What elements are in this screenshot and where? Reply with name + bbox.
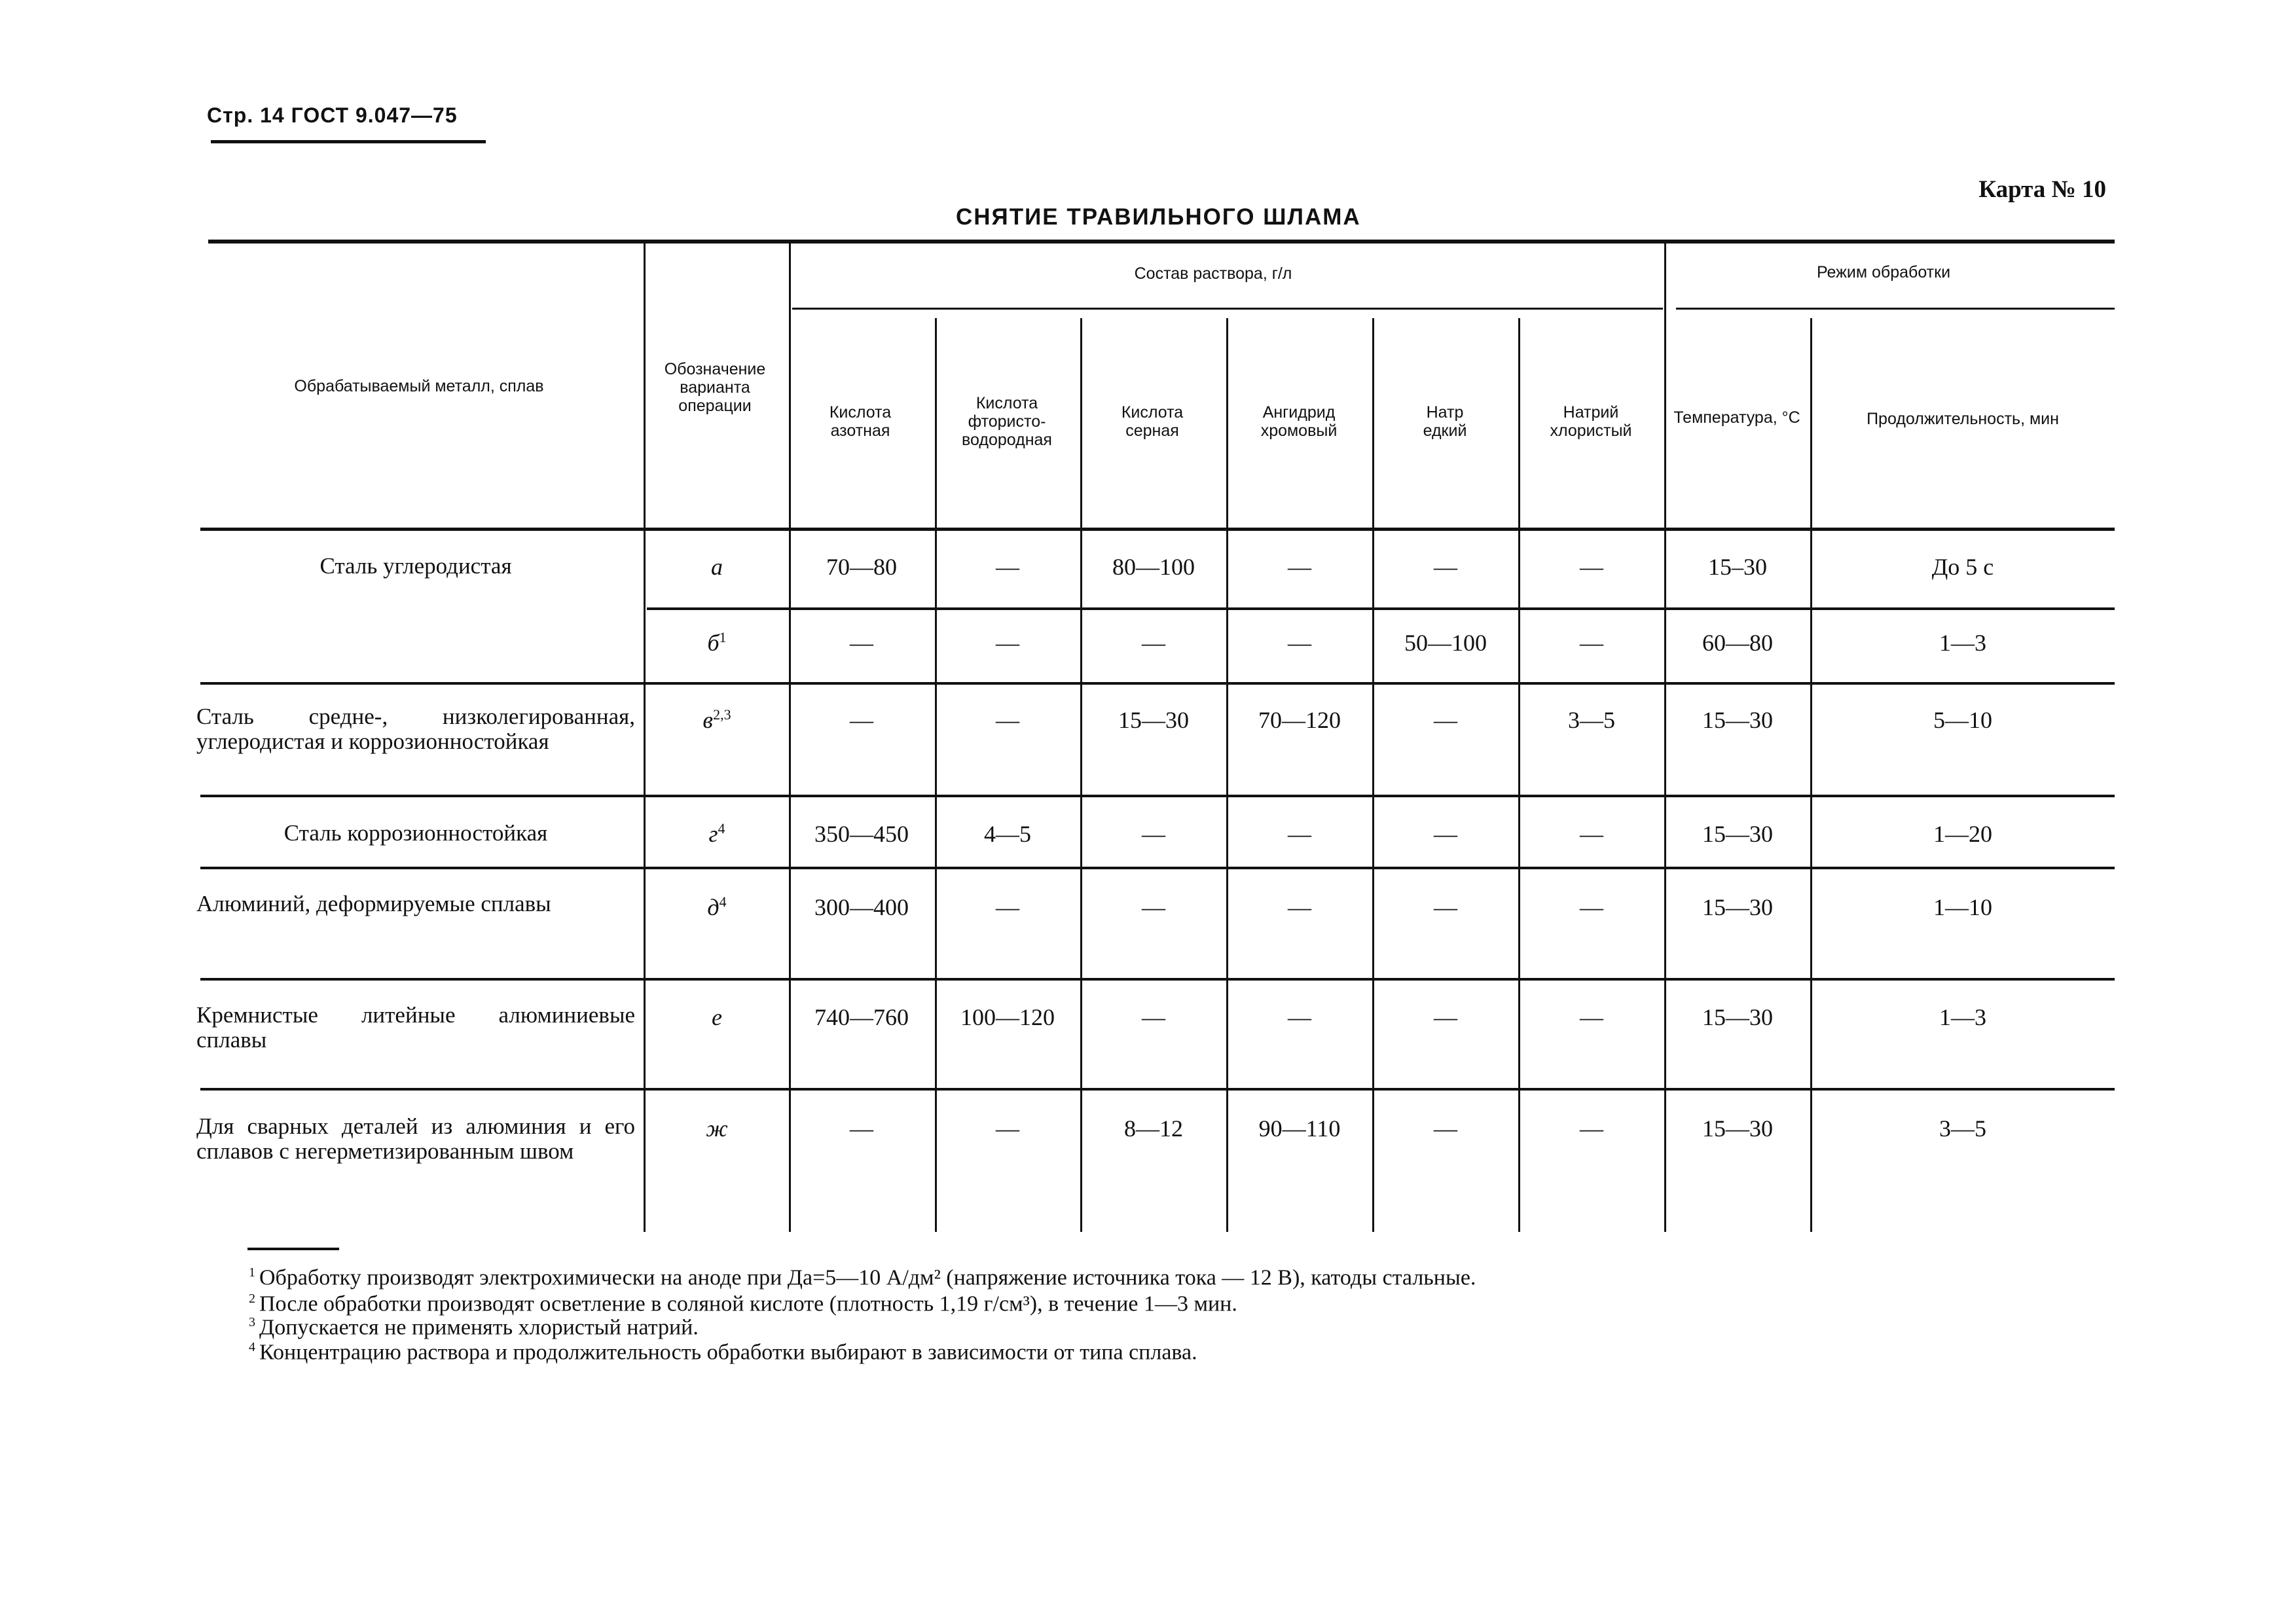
code-letter: б: [707, 630, 720, 656]
table-cell-value: 15–30: [1708, 554, 1767, 580]
row-operation-code: [708, 820, 725, 848]
table-cell-value: 70—80: [826, 554, 897, 580]
table-cell-value: 5—10: [1933, 707, 1992, 733]
row-separator-rule: [200, 795, 2115, 797]
row-separator-rule: [200, 682, 2115, 685]
table-cell-value: —: [1288, 630, 1311, 656]
footnote-text: Допускается не применять хлористый натрий.: [259, 1315, 699, 1340]
table-title: СНЯТИЕ ТРАВИЛЬНОГО ШЛАМА: [956, 204, 1361, 230]
table-cell-value: —: [1288, 554, 1311, 580]
table-cell-value: —: [1434, 894, 1457, 920]
table-cell-value: —: [1434, 821, 1457, 847]
table-cell-value: 740—760: [814, 1004, 909, 1030]
code-footnote-ref: 4: [718, 820, 725, 837]
code-letter: е: [712, 1004, 722, 1030]
header-chromic-anhydride: Ангидрид хромовый: [1260, 403, 1338, 440]
table-cell-value: —: [1580, 1115, 1603, 1142]
table-cell-value: —: [1580, 630, 1603, 656]
table-cell-value: 15—30: [1702, 821, 1773, 847]
row-metal-label: Для сварных деталей из алюминия и его сплавов с негерметизированным швом: [196, 1113, 635, 1164]
row-separator-rule: [200, 867, 2115, 869]
column-rule: [935, 318, 937, 1232]
table-cell-value: —: [850, 630, 873, 656]
table-cell-value: 15—30: [1702, 707, 1773, 733]
footnote-mark: 4: [249, 1340, 255, 1354]
header-composition: Состав раствора, г/л: [1134, 264, 1292, 283]
row-separator-rule: [647, 607, 2115, 610]
footnote-text: Концентрацию раствора и продолжительность обработки выбирают в зависимости от типа сплава.: [259, 1340, 1197, 1365]
code-letter: д: [707, 894, 720, 920]
header-hydrofluoric-acid: Кислота фтористо-водородная: [962, 394, 1052, 449]
column-rule: [1810, 318, 1812, 1232]
table-cell-value: 15—30: [1118, 707, 1189, 733]
header-duration: Продолжительность, мин: [1867, 410, 2059, 428]
code-letter: а: [711, 554, 723, 580]
code-letter: ж: [706, 1115, 728, 1142]
table-cell-value: 1—20: [1933, 821, 1992, 847]
table-cell-value: 1—3: [1939, 1004, 1986, 1030]
table-cell-value: —: [850, 1115, 873, 1142]
page-reference: Стр. 14 ГОСТ 9.047—75: [207, 103, 458, 127]
column-rule: [1226, 318, 1228, 1232]
table-cell-value: —: [1142, 821, 1165, 847]
composition-group-rule: [792, 308, 1663, 310]
table-cell-value: —: [1580, 1004, 1603, 1030]
table-top-rule: [208, 240, 2115, 244]
row-operation-code: [712, 1003, 722, 1031]
table-cell-value: 100—120: [960, 1004, 1055, 1030]
row-operation-code: [707, 893, 726, 921]
row-metal-label: Сталь коррозионностойкая: [283, 820, 548, 846]
column-rule: [644, 244, 646, 1232]
table-cell-value: —: [1580, 554, 1603, 580]
table-cell-value: 1—3: [1939, 630, 1986, 656]
row-separator-rule: [200, 1088, 2115, 1091]
header-code: Обозначение варианта операции: [664, 360, 766, 415]
table-cell-value: 60—80: [1702, 630, 1773, 656]
code-footnote-ref: 4: [719, 893, 727, 910]
table-cell-value: —: [1434, 554, 1457, 580]
column-rule: [789, 244, 791, 1232]
row-operation-code: [706, 1115, 728, 1142]
table-cell-value: —: [996, 894, 1019, 920]
mode-group-rule: [1676, 308, 2115, 310]
table-cell-value: —: [996, 1115, 1019, 1142]
table-cell-value: 4—5: [984, 821, 1031, 847]
header-bottom-rule: [200, 528, 2115, 531]
table-cell-value: 15—30: [1702, 1004, 1773, 1030]
table-cell-value: До 5 с: [1931, 554, 1994, 580]
table-cell-value: 15—30: [1702, 1115, 1773, 1142]
table-cell-value: —: [1434, 707, 1457, 733]
table-cell-value: —: [1288, 1004, 1311, 1030]
row-metal-label: Сталь углеродистая: [319, 553, 512, 579]
table-cell-value: 15—30: [1702, 894, 1773, 920]
column-rule: [1664, 244, 1666, 1232]
footnote-mark: 2: [249, 1291, 255, 1306]
table-cell-value: —: [1288, 821, 1311, 847]
table-cell-value: 1—10: [1933, 894, 1992, 920]
row-separator-rule: [200, 978, 2115, 981]
page-reference-underline: [211, 140, 486, 143]
footnote-text: Обработку производят электрохимически на аноде при Дa=5—10 А/дм² (напряжение источника тока — 12 В), катоды стальные.: [259, 1265, 1476, 1290]
footnote-rule: [247, 1248, 339, 1250]
code-letter: в: [702, 707, 714, 733]
table-cell-value: —: [1580, 894, 1603, 920]
table-cell-value: —: [996, 707, 1019, 733]
table-cell-value: —: [1434, 1004, 1457, 1030]
row-metal-label: Алюминий, деформируемые сплавы: [196, 891, 551, 916]
table-cell-value: —: [1142, 894, 1165, 920]
column-rule: [1080, 318, 1082, 1232]
header-metal: Обрабатываемый металл, сплав: [294, 377, 544, 395]
row-operation-code: [711, 553, 723, 581]
footnote: [249, 1261, 1476, 1290]
footnote-mark: 3: [249, 1315, 255, 1329]
header-sodium-chloride: Натрий хлористый: [1550, 403, 1632, 440]
row-operation-code: [707, 629, 726, 657]
footnote-mark: 1: [249, 1265, 255, 1280]
header-temperature: Температура, °С: [1673, 408, 1800, 427]
footnote: [249, 1335, 1197, 1364]
card-number: Карта № 10: [1978, 176, 2106, 203]
table-cell-value: —: [850, 707, 873, 733]
column-rule: [1518, 318, 1520, 1232]
table-cell-value: 300—400: [814, 894, 909, 920]
row-operation-code: [702, 706, 731, 734]
table-cell-value: 50—100: [1404, 630, 1487, 656]
table-cell-value: —: [1434, 1115, 1457, 1142]
table-cell-value: 8—12: [1124, 1115, 1183, 1142]
table-cell-value: 80—100: [1112, 554, 1195, 580]
row-metal-label: Сталь средне-, низколегированная, углеродистая и коррозионностойкая: [196, 704, 635, 754]
code-footnote-ref: 1: [719, 629, 727, 645]
table-cell-value: 350—450: [814, 821, 909, 847]
table-cell-value: —: [1580, 821, 1603, 847]
table-cell-value: —: [996, 630, 1019, 656]
code-footnote-ref: 2,3: [713, 706, 731, 723]
table-cell-value: —: [1142, 630, 1165, 656]
header-nitric-acid: Кислота азотная: [829, 403, 892, 440]
table-cell-value: —: [1142, 1004, 1165, 1030]
row-metal-label: Кремнистые литейные алюминиевые сплавы: [196, 1002, 635, 1053]
code-letter: г: [708, 821, 718, 847]
header-mode: Режим обработки: [1816, 263, 1951, 281]
table-cell-value: 3—5: [1568, 707, 1615, 733]
header-caustic-soda: Натр едкий: [1423, 403, 1467, 440]
table-cell-value: —: [996, 554, 1019, 580]
header-sulfuric-acid: Кислота серная: [1121, 403, 1184, 440]
footnote-text: После обработки производят осветление в соляной кислоте (плотность 1,19 г/см³), в течение 1—3 мин.: [259, 1291, 1237, 1316]
column-rule: [1372, 318, 1374, 1232]
table-cell-value: 3—5: [1939, 1115, 1986, 1142]
table-cell-value: 90—110: [1258, 1115, 1341, 1142]
table-cell-value: —: [1288, 894, 1311, 920]
table-cell-value: 70—120: [1258, 707, 1341, 733]
